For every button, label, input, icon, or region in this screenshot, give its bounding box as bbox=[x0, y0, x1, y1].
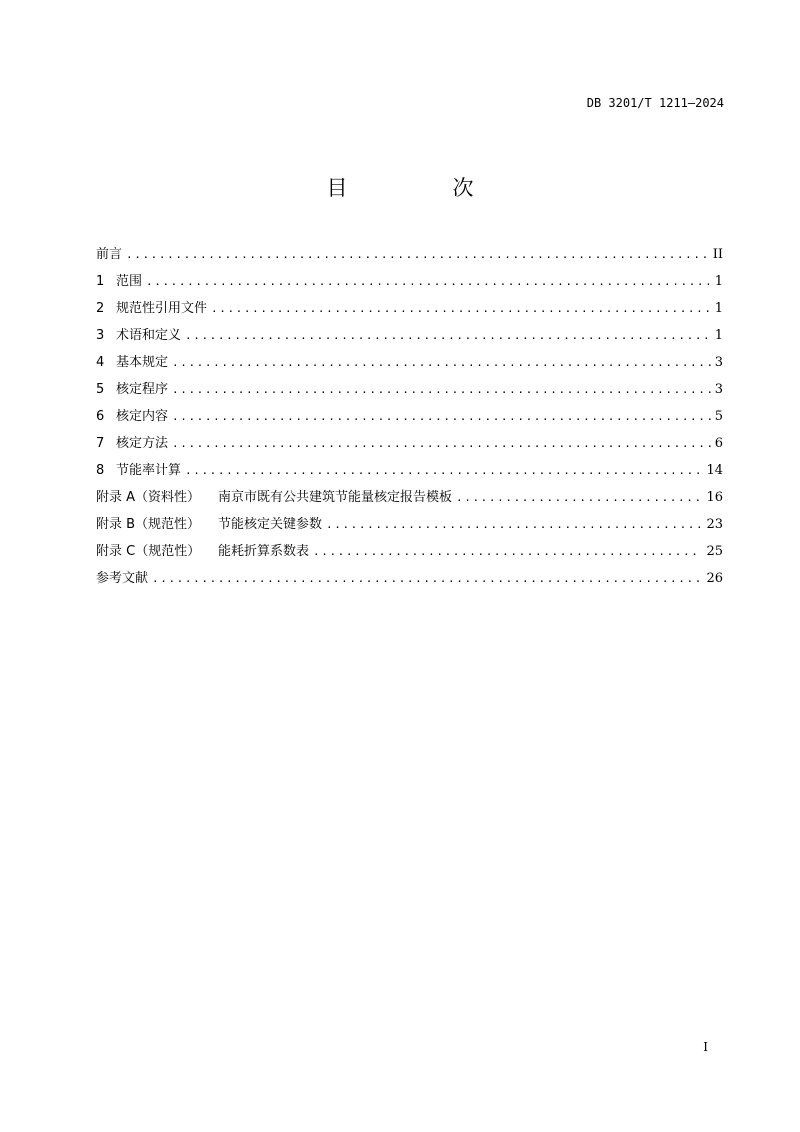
toc-entry-page: 3 bbox=[714, 355, 723, 370]
toc-appendix-prefix: 附录 C（规范性） bbox=[96, 544, 201, 559]
toc-entry-label: 规范性引用文件 bbox=[116, 301, 208, 316]
toc-entry-label: 核定程序 bbox=[116, 382, 169, 397]
toc-entry-label: 前言 bbox=[96, 247, 123, 262]
footer-page-number: I bbox=[703, 1040, 708, 1054]
toc-entry-label: 术语和定义 bbox=[116, 328, 182, 343]
toc-entry-number: 2 bbox=[96, 301, 105, 316]
toc-leader-dots bbox=[172, 383, 711, 396]
toc-entry-page: 1 bbox=[714, 328, 723, 343]
toc-leader-dots bbox=[185, 464, 702, 477]
toc-entry-number: 6 bbox=[96, 409, 105, 424]
toc-entry-1[interactable] bbox=[96, 270, 723, 297]
toc-entry-page: 3 bbox=[714, 382, 723, 397]
toc-entry-label: 核定方法 bbox=[116, 436, 169, 451]
toc-entry-label: 参考文献 bbox=[96, 571, 149, 586]
table-of-contents bbox=[96, 243, 723, 594]
toc-leader-dots bbox=[313, 545, 702, 558]
toc-appendix-prefix: 附录 A（资料性） bbox=[96, 490, 201, 505]
toc-entry-label: 节能核定关键参数 bbox=[218, 517, 323, 532]
toc-leader-dots bbox=[152, 572, 702, 585]
toc-entry-page: 6 bbox=[714, 436, 723, 451]
toc-entry-6[interactable] bbox=[96, 405, 723, 432]
toc-entry-4[interactable] bbox=[96, 351, 723, 378]
toc-entry-number: 5 bbox=[96, 382, 105, 397]
toc-leader-dots bbox=[172, 437, 711, 450]
toc-appendix-prefix: 附录 B（规范性） bbox=[96, 517, 201, 532]
toc-entry-page: 25 bbox=[706, 544, 723, 559]
toc-entry-number: 4 bbox=[96, 355, 105, 370]
toc-entry-label: 能耗折算系数表 bbox=[218, 544, 310, 559]
toc-entry-page: 23 bbox=[706, 517, 723, 532]
toc-entry-label: 核定内容 bbox=[116, 409, 169, 424]
toc-entry-number: 8 bbox=[96, 463, 105, 478]
toc-entry-7[interactable] bbox=[96, 432, 723, 459]
toc-leader-dots bbox=[326, 518, 702, 531]
page-title: 目 次 bbox=[326, 176, 516, 200]
toc-entry-3[interactable] bbox=[96, 324, 723, 351]
toc-leader-dots bbox=[172, 356, 711, 369]
toc-entry-appendix-a[interactable] bbox=[96, 486, 723, 513]
toc-leader-dots bbox=[172, 410, 711, 423]
toc-leader-dots bbox=[211, 302, 711, 315]
toc-entry-number: 7 bbox=[96, 436, 105, 451]
toc-entry-number: 1 bbox=[96, 274, 105, 289]
toc-entry-label: 节能率计算 bbox=[116, 463, 182, 478]
toc-entry-8[interactable] bbox=[96, 459, 723, 486]
toc-leader-dots bbox=[126, 248, 709, 261]
toc-entry-foreword[interactable] bbox=[96, 243, 723, 270]
toc-entry-page: 26 bbox=[706, 571, 723, 586]
toc-entry-appendix-c[interactable] bbox=[96, 540, 723, 567]
toc-entry-number: 3 bbox=[96, 328, 105, 343]
toc-entry-2[interactable] bbox=[96, 297, 723, 324]
toc-entry-page: II bbox=[712, 247, 723, 262]
toc-entry-5[interactable] bbox=[96, 378, 723, 405]
toc-entry-page: 5 bbox=[714, 409, 723, 424]
toc-entry-appendix-b[interactable] bbox=[96, 513, 723, 540]
toc-entry-page: 16 bbox=[706, 490, 723, 505]
toc-leader-dots bbox=[185, 329, 711, 342]
toc-entry-page: 1 bbox=[714, 301, 723, 316]
toc-entry-label: 基本规定 bbox=[116, 355, 169, 370]
toc-leader-dots bbox=[146, 275, 711, 288]
toc-entry-label: 南京市既有公共建筑节能量核定报告模板 bbox=[218, 490, 453, 505]
toc-entry-page: 1 bbox=[714, 274, 723, 289]
toc-entry-references[interactable] bbox=[96, 567, 723, 594]
toc-leader-dots bbox=[456, 491, 702, 504]
toc-entry-label: 范围 bbox=[116, 274, 143, 289]
toc-entry-page: 14 bbox=[706, 463, 723, 478]
standard-code: DB 3201/T 1211—2024 bbox=[586, 96, 724, 110]
